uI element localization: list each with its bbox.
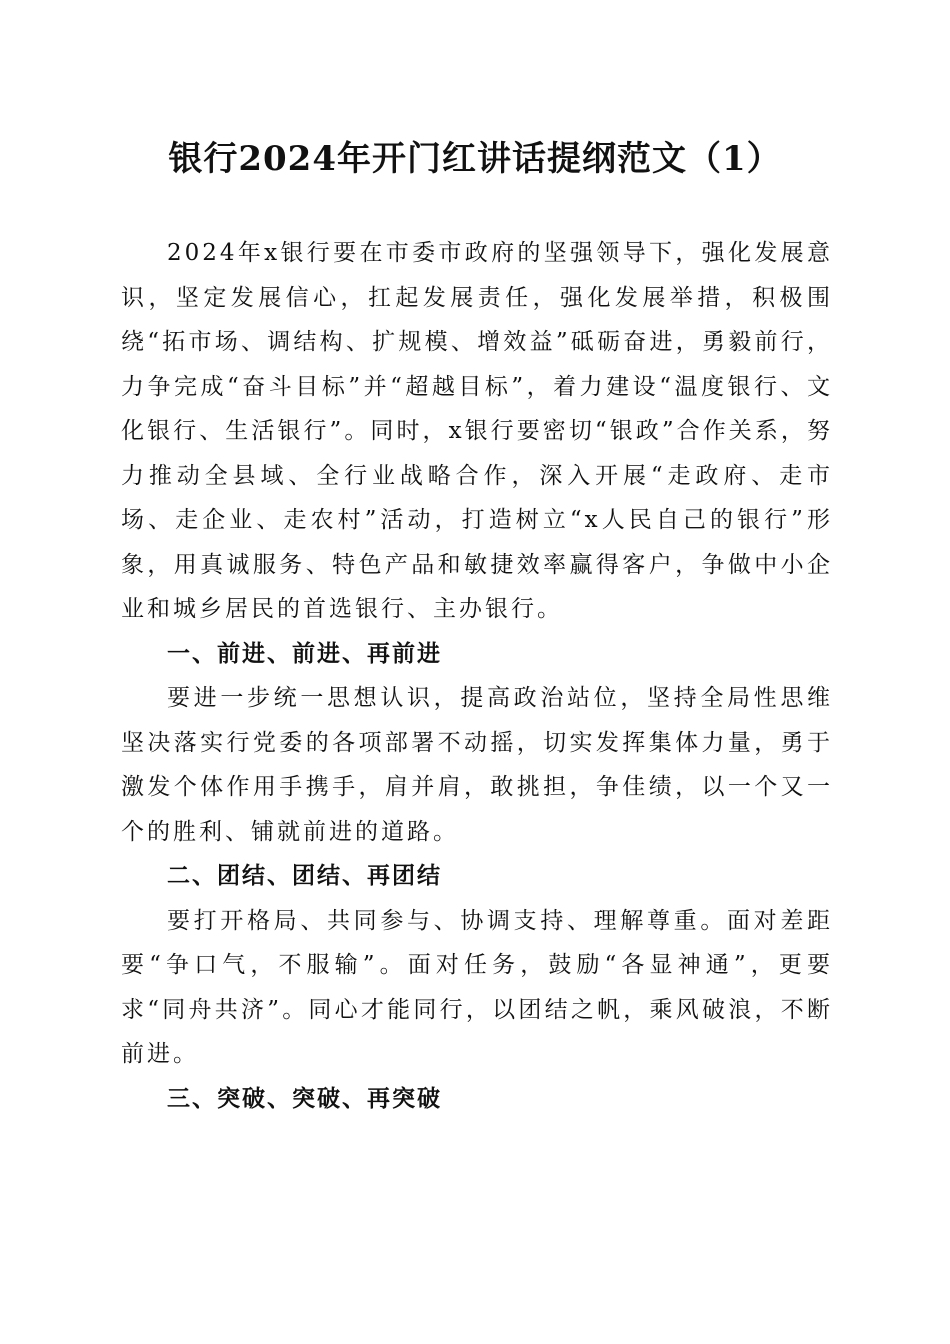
section-heading-2: 二、团结、团结、再团结 <box>167 863 442 889</box>
section-paragraph-1: 要进一步统一思想认识，提高政治站位，坚持全局性思维坚决落实行党委的各项部署不动摇，切实发挥集体力量，勇于激发个体作用手携手，肩并肩，敢挑担，争佳绩，以一个又一个的胜利、铺就前进的道路。 <box>121 685 833 845</box>
document-body <box>121 231 833 1121</box>
section-heading-1: 一、前进、前进、再前进 <box>167 640 442 667</box>
document-title: 银行2024年开门红讲话提纲范文（1） <box>168 139 782 179</box>
section-heading-3: 三、突破、突破、再突破 <box>167 1085 442 1112</box>
intro-paragraph: 2024年x银行要在市委市政府的坚强领导下，强化发展意识，坚定发展信心，扛起发展责任，强化发展举措，积极围绕“拓市场、调结构、扩规模、增效益”砥砺奋进，勇毅前行，力争完成“奋斗目标”并“超越目标”，着力建设“温度银行、文化银行、生活银行”。同时，x银行要密切“银政”合作关系，努力推动全县域、全行业战略合作，深入开展“走政府、走市场、走企业、走农村”活动，打造树立“x人民自己的银行”形象，用真诚服务、特色产品和敏捷效率赢得客户，争做中小企业和城乡居民的首选银行、主办银行。 <box>121 240 833 622</box>
section-paragraph-2: 要打开格局、共同参与、协调支持、理解尊重。面对差距要“争口气，不服输”。面对任务，鼓励“各显神通”，更要求“同舟共济”。同心才能同行，以团结之帆，乘风破浪，不断前进。 <box>121 907 833 1067</box>
